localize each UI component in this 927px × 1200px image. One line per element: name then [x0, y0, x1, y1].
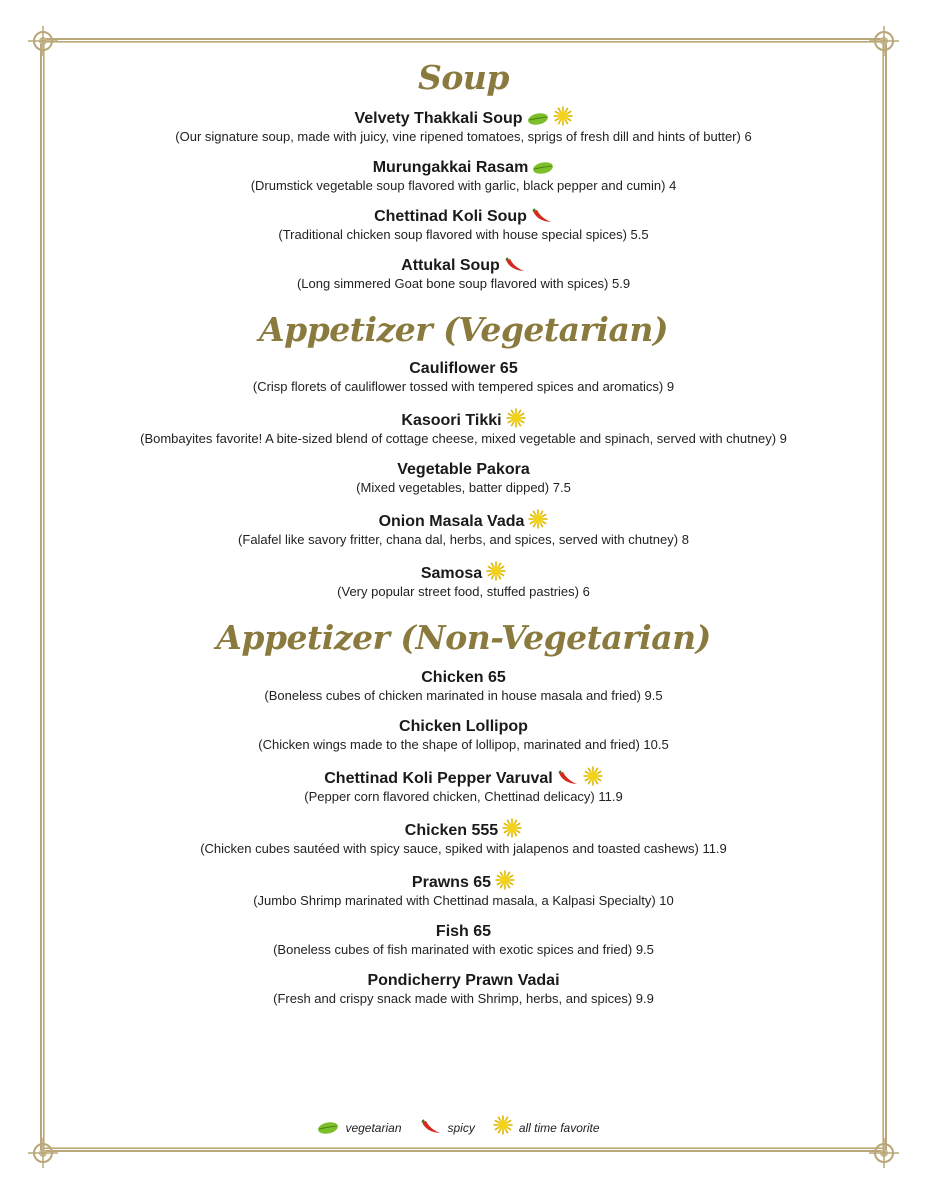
menu-item-description: (Drumstick vegetable soup flavored with garlic, black pepper and cumin) 4: [250, 177, 677, 193]
menu-item-name: [60, 207, 867, 226]
sun-icon: [553, 106, 573, 126]
menu-item-name: [60, 256, 867, 275]
menu-item: [60, 766, 867, 805]
corner-ornament-icon: [26, 1136, 60, 1170]
chili-icon: [531, 208, 553, 224]
leaf-icon: [317, 1121, 339, 1135]
menu-item-description: (Traditional chicken soup flavored with house special spices) 5.5: [278, 226, 649, 242]
menu-item-name-text: Onion Masala Vada: [378, 513, 525, 531]
menu-item-description: (Long simmered Goat bone soup flavored with spices) 5.9: [296, 275, 631, 291]
chili-icon: [420, 1119, 442, 1135]
menu-item-name: [60, 971, 867, 990]
menu-item: [60, 668, 867, 704]
menu-item-name: [60, 561, 867, 583]
menu-item-name: [60, 359, 867, 378]
menu-item-name: [60, 460, 867, 479]
menu-item-name-text: Chicken 555: [404, 821, 499, 839]
section-title: Appetizer (Vegetarian): [259, 309, 668, 349]
menu-item-description: (Our signature soup, made with juicy, vine ripened tomatoes, sprigs of fresh dill and hints of butter) 6: [175, 128, 752, 144]
menu-item-description: (Bombayites favorite! A bite-sized blend of cottage cheese, mixed vegetable and spinach, served with chutney) 9: [140, 431, 787, 447]
menu-item-description: (Very popular street food, stuffed pastries) 6: [337, 584, 590, 600]
menu-item-description: (Jumbo Shrimp marinated with Chettinad masala, a Kalpasi Specialty) 10: [253, 892, 674, 908]
menu-item-name-text: Kasoori Tikki: [401, 412, 502, 430]
leaf-icon: [527, 112, 549, 126]
chili-icon: [557, 770, 579, 786]
menu-item-name-text: Prawns 65: [411, 873, 492, 891]
menu-item-name-text: Cauliflower 65: [409, 360, 518, 378]
menu-item-description: (Fresh and crispy snack made with Shrimp, herbs, and spices) 9.9: [273, 990, 654, 1006]
menu-item-name: [60, 408, 867, 430]
menu-item: [60, 256, 867, 292]
menu-item-name: [60, 509, 867, 531]
menu-item-description: (Falafel like savory fritter, chana dal, herbs, and spices, served with chutney) 8: [238, 532, 689, 548]
sun-icon: [583, 766, 603, 786]
menu-item: [60, 818, 867, 857]
menu-item-description: (Chicken cubes sautéed with spicy sauce, spiked with jalapenos and toasted cashews) 11.9: [200, 840, 727, 856]
legend: [0, 1115, 927, 1135]
menu-item-description: (Mixed vegetables, batter dipped) 7.5: [356, 480, 571, 496]
menu-item-name: [60, 668, 867, 687]
menu-item-description: (Crisp florets of cauliflower tossed with tempered spices and aromatics) 9: [252, 379, 675, 395]
menu-item-name: [60, 158, 867, 177]
menu-item: [60, 106, 867, 145]
legend-label: vegetarian: [345, 1121, 402, 1135]
menu-item: [60, 460, 867, 496]
sun-icon: [495, 870, 515, 890]
section-title: Soup: [418, 58, 509, 97]
menu-item-name-text: Velvety Thakkali Soup: [354, 109, 523, 127]
menu-item-name: [60, 818, 867, 840]
menu-item-name: [60, 870, 867, 892]
menu-item: [60, 870, 867, 909]
menu-content: [60, 58, 867, 1007]
menu-item-description: (Boneless cubes of fish marinated with exotic spices and fried) 9.5: [273, 941, 654, 957]
legend-label: all time favorite: [518, 1121, 600, 1135]
sun-icon: [486, 561, 506, 581]
menu-item: [60, 509, 867, 548]
menu-item-name-text: Chettinad Koli Pepper Varuval: [324, 769, 553, 787]
corner-ornament-icon: [26, 24, 60, 58]
legend-label: spicy: [447, 1121, 475, 1135]
leaf-icon: [532, 161, 554, 175]
sun-icon: [506, 408, 526, 428]
menu-item: [60, 922, 867, 958]
corner-ornament-icon: [867, 24, 901, 58]
menu-item-description: (Pepper corn flavored chicken, Chettinad delicacy) 11.9: [304, 788, 623, 804]
menu-item-name-text: Pondicherry Prawn Vadai: [367, 971, 560, 989]
menu-item-name-text: Murungakkai Rasam: [372, 158, 529, 176]
menu-item-name-text: Vegetable Pakora: [397, 461, 530, 479]
menu-item: [60, 717, 867, 753]
section-title: Appetizer (Non-Vegetarian): [216, 618, 711, 658]
menu-item: [60, 207, 867, 243]
menu-item-description: (Chicken wings made to the shape of lollipop, marinated and fried) 10.5: [258, 736, 669, 752]
menu-item-name-text: Samosa: [420, 565, 483, 583]
menu-item: [60, 158, 867, 194]
menu-item: [60, 561, 867, 600]
menu-item-name: [60, 717, 867, 736]
menu-item: [60, 359, 867, 395]
menu-item-name-text: Chicken Lollipop: [399, 717, 528, 735]
menu-item-name: [60, 922, 867, 941]
menu-item-name-text: Attukal Soup: [401, 256, 500, 274]
chili-icon: [504, 257, 526, 273]
menu-item-name-text: Chicken 65: [421, 668, 506, 686]
menu-item: [60, 408, 867, 447]
menu-item-description: (Boneless cubes of chicken marinated in house masala and fried) 9.5: [264, 687, 663, 703]
menu-item-name-text: Chettinad Koli Soup: [374, 207, 527, 225]
menu-item-name: [60, 106, 867, 128]
menu-item: [60, 971, 867, 1007]
sun-icon: [502, 818, 522, 838]
menu-item-name-text: Fish 65: [435, 922, 492, 940]
corner-ornament-icon: [867, 1136, 901, 1170]
sun-icon: [528, 509, 548, 529]
sun-icon: [493, 1115, 513, 1135]
menu-item-name: [60, 766, 867, 788]
